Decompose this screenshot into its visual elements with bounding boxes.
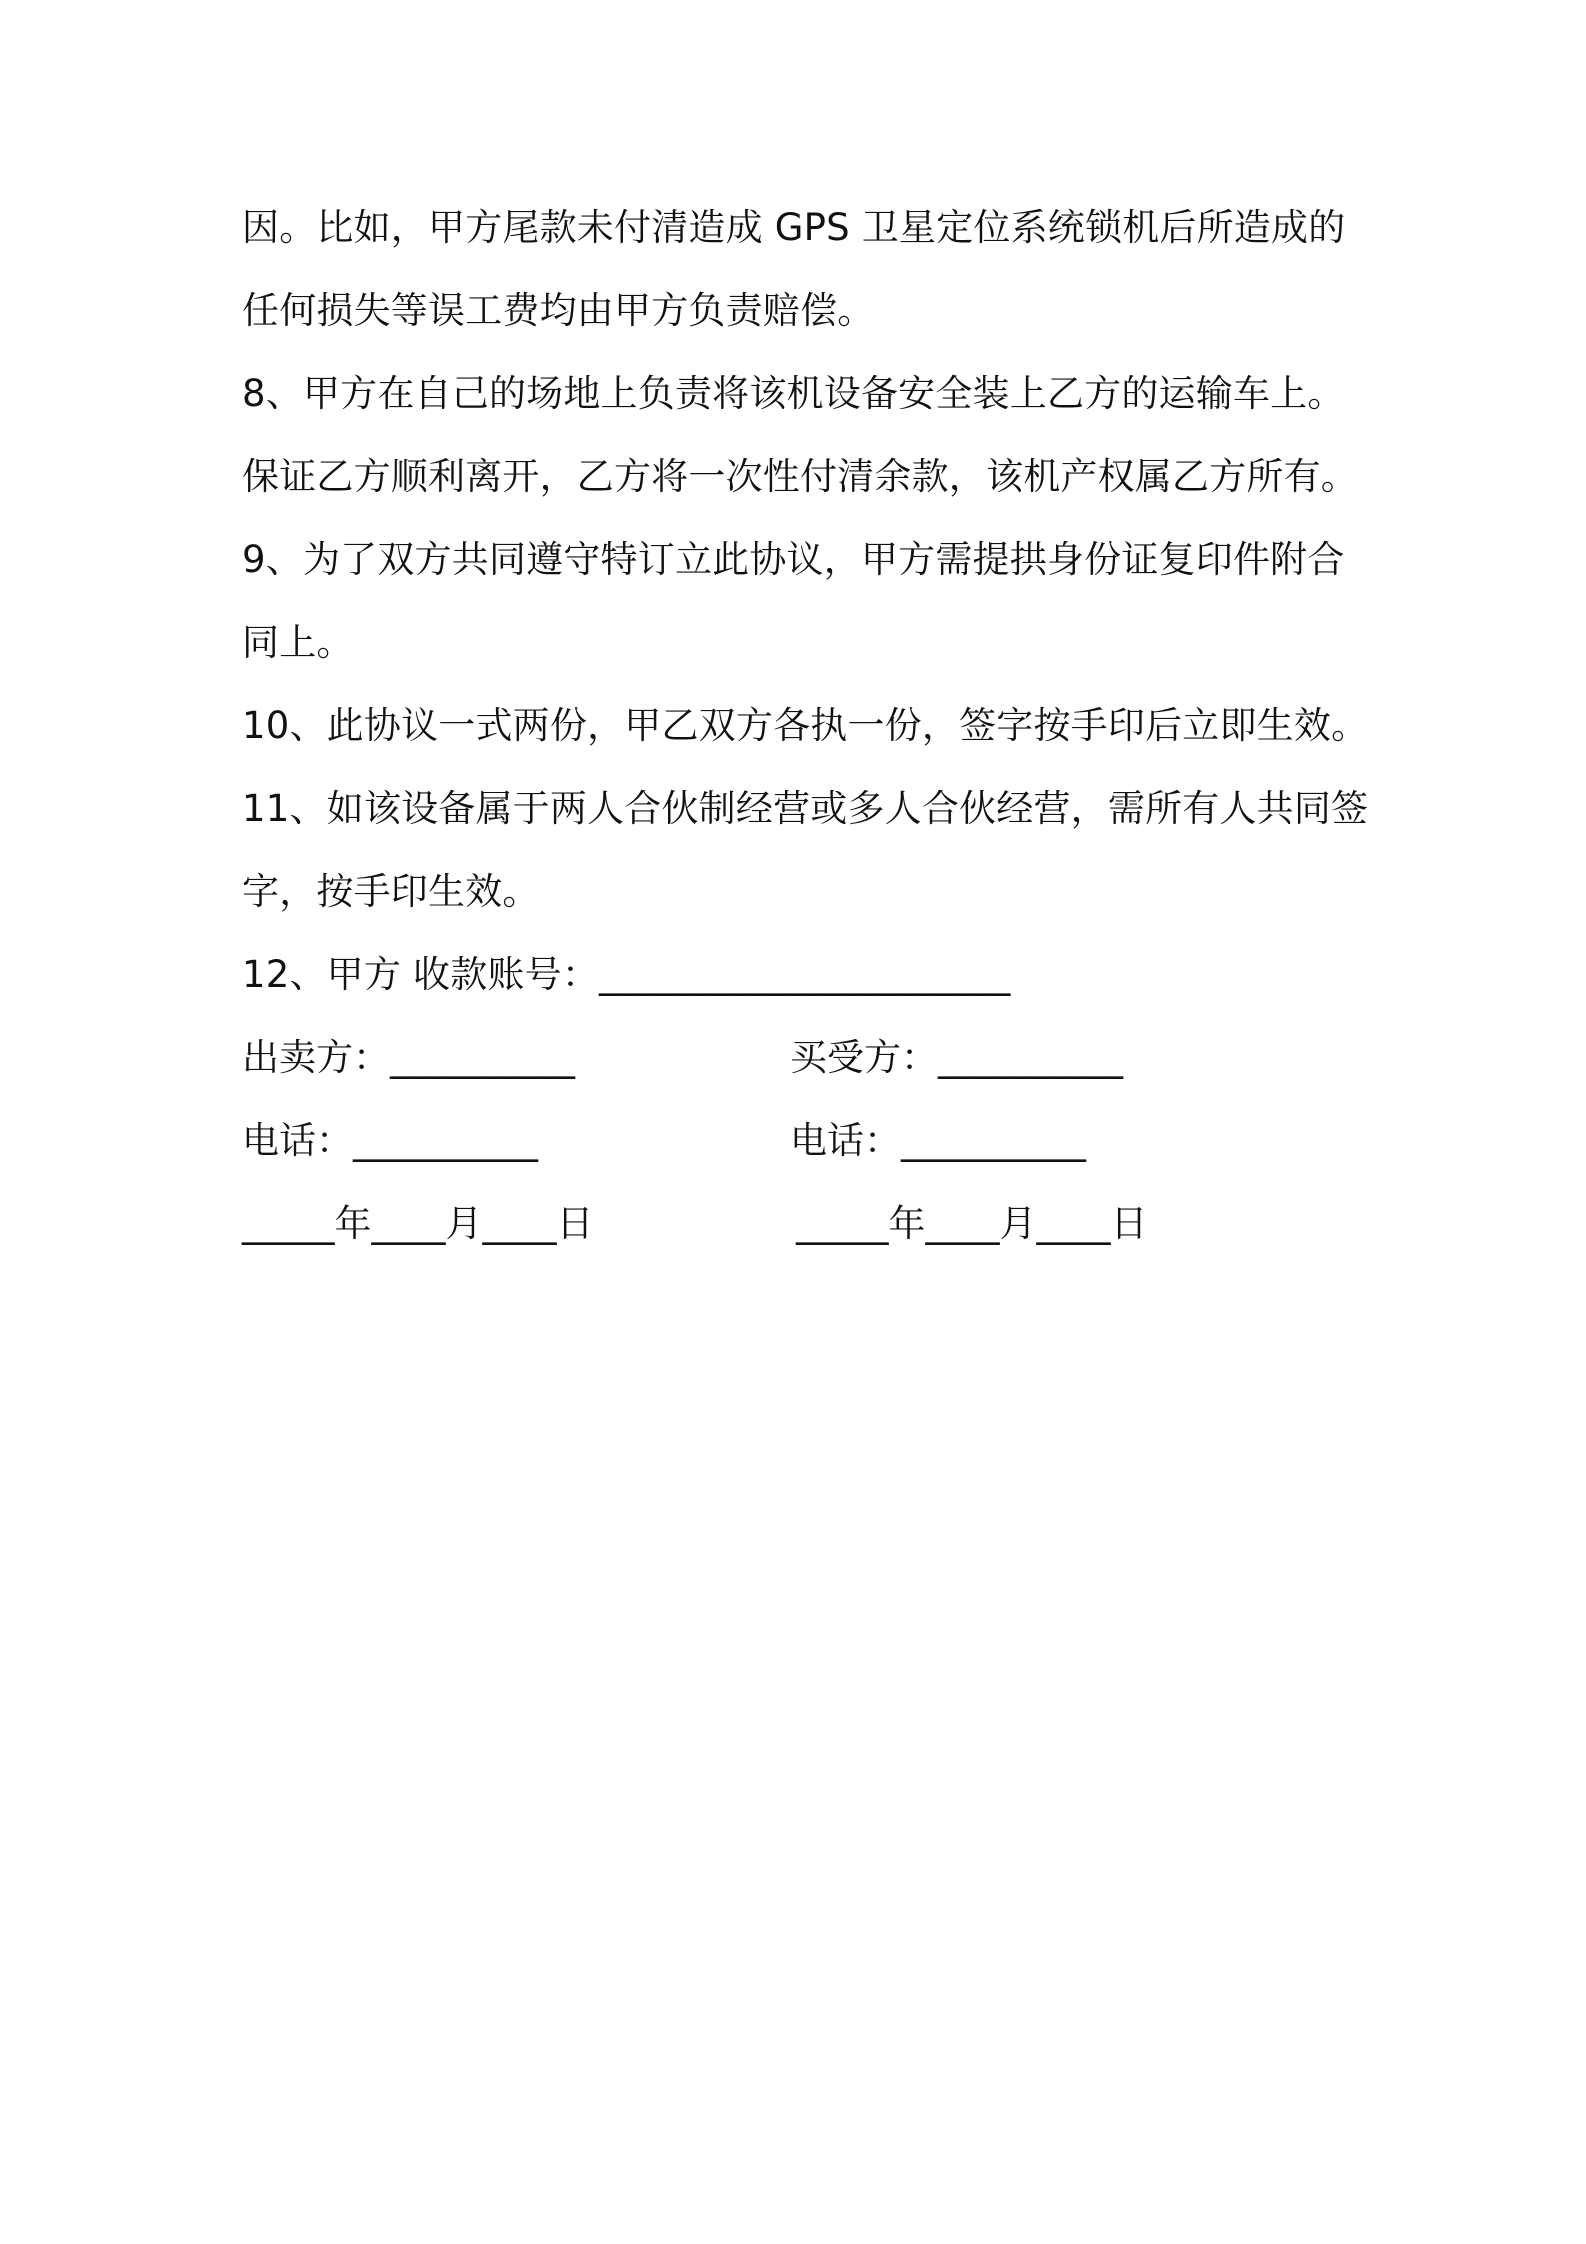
- clause-11-continuation: 字，按手印生效。: [242, 870, 540, 913]
- clause-11-line: 11、如该设备属于两人合伙制经营或多人合伙经营，需所有人共同签: [242, 787, 1369, 830]
- clause-12-account-line: 12、甲方 收款账号：______________________: [242, 953, 1011, 996]
- seller-date-field: _____年____月____日: [242, 1202, 594, 1245]
- clause-9-line: 9、为了双方共同遵守特订立此协议，甲方需提拱身份证复印件附合: [242, 538, 1345, 581]
- buyer-phone-field: 电话：__________: [790, 1119, 1086, 1162]
- buyer-signature-field: 买受方：__________: [790, 1036, 1123, 1079]
- clause-text-line: 因。比如，甲方尾款未付清造成 GPS 卫星定位系统锁机后所造成的: [242, 206, 1346, 249]
- seller-signature-field: 出卖方：__________: [242, 1036, 575, 1079]
- clause-8-continuation: 保证乙方顺利离开，乙方将一次性付清余款，该机产权属乙方所有。: [242, 455, 1358, 498]
- clause-10-line: 10、此协议一式两份，甲乙双方各执一份，签字按手印后立即生效。: [242, 704, 1369, 747]
- seller-phone-field: 电话：__________: [242, 1119, 538, 1162]
- clause-9-continuation: 同上。: [242, 621, 354, 664]
- clause-text-line: 任何损失等误工费均由甲方负责赔偿。: [242, 289, 875, 332]
- clause-8-line: 8、甲方在自己的场地上负责将该机设备安全装上乙方的运输车上。: [242, 372, 1345, 415]
- buyer-date-field: _____年____月____日: [796, 1202, 1148, 1245]
